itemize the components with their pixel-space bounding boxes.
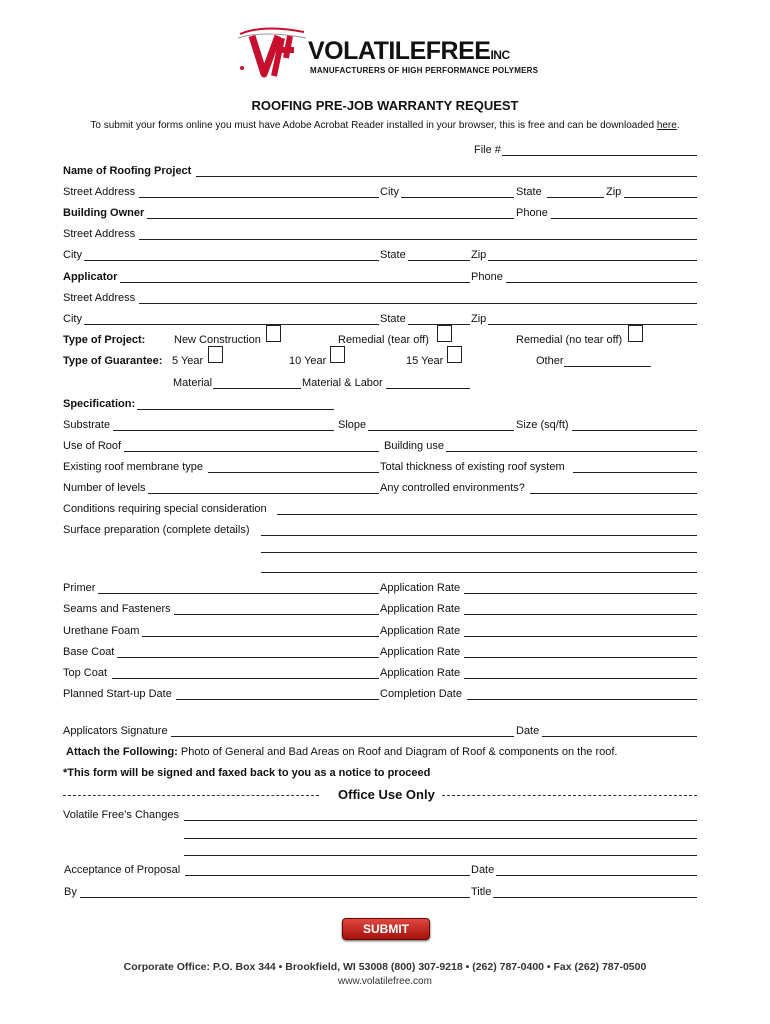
project-name-field[interactable] [196,176,697,177]
submit-button[interactable]: SUBMIT [342,918,430,940]
slope-label: Slope [338,419,367,431]
state-field-2[interactable] [408,260,470,261]
applicator-label: Applicator [63,271,118,283]
material-field[interactable] [213,388,301,389]
state-field-1[interactable] [547,197,604,198]
office-divider-left [63,795,319,796]
ten-year-checkbox[interactable] [330,346,345,363]
specification-field[interactable] [137,409,334,410]
controlled-field[interactable] [530,493,697,494]
top-coat-rate-field[interactable] [464,678,697,679]
base-coat-rate-label: Application Rate [380,646,461,658]
zip-label-3: Zip [471,313,487,325]
attach-note [66,746,618,759]
intro-text [0,120,770,131]
street-label-1: Street Address [63,186,136,198]
state-label-1: State [516,186,542,198]
top-coat-rate-label: Application Rate [380,667,461,679]
file-label: File # [474,144,501,156]
city-field-3[interactable] [84,324,379,325]
base-coat-rate-field[interactable] [464,657,697,658]
other-label: Other [536,355,564,367]
five-year-checkbox[interactable] [208,346,223,363]
street-label-2: Street Address [63,228,136,240]
logo [234,24,544,82]
material-label: Material [173,377,213,389]
signature-label: Applicators Signature [63,725,168,737]
street-field-2[interactable] [139,239,697,240]
owner-label: Building Owner [63,207,145,219]
by-field[interactable] [80,897,470,898]
logo-mark-icon [234,24,310,82]
city-label-1: City [380,186,399,198]
new-construction-label: New Construction [174,334,261,346]
building-use-field[interactable] [446,451,697,452]
membrane-type-label: Existing roof membrane type [63,461,204,473]
building-use-label: Building use [384,440,444,452]
substrate-label: Substrate [63,419,111,431]
controlled-label: Any controlled environments? [380,482,525,494]
start-date-field[interactable] [176,699,379,700]
completion-date-field[interactable] [467,699,697,700]
city-field-1[interactable] [401,197,514,198]
new-construction-checkbox[interactable] [266,325,281,342]
total-thickness-label: Total thickness of existing roof system [380,461,565,473]
street-field-3[interactable] [139,303,697,304]
footer-address: Corporate Office: P.O. Box 344 • Brookfield, WI 53008 (800) 307-9218 • (262) 787-0400 • Fax (262) 787-0500 [123,961,647,973]
office-use-heading: Office Use Only [338,787,435,802]
owner-field[interactable] [147,218,514,219]
material-labor-label: Material & Labor [302,377,383,389]
urethane-field[interactable] [142,636,379,637]
signature-field[interactable] [171,736,514,737]
project-name-label: Name of Roofing Project [63,165,192,177]
urethane-rate-label: Application Rate [380,625,461,637]
intro-end: . [676,120,680,131]
title-field[interactable] [493,897,697,898]
signature-date-label: Date [516,725,540,737]
seams-rate-field[interactable] [464,614,697,615]
state-label-2: State [380,249,406,261]
conditions-field[interactable] [277,514,697,515]
zip-label-2: Zip [471,249,487,261]
seams-field[interactable] [174,614,379,615]
surface-prep-field-2[interactable] [261,552,697,553]
phone-label-2: Phone [471,271,503,283]
slope-field[interactable] [368,430,514,431]
base-coat-label: Base Coat [63,646,115,658]
state-label-3: State [380,313,406,325]
use-of-roof-field[interactable] [124,451,379,452]
zip-field-1[interactable] [624,197,697,198]
start-date-label: Planned Start-up Date [63,688,172,700]
use-of-roof-label: Use of Roof [63,440,122,452]
urethane-label: Urethane Foam [63,625,140,637]
brand-name: VOLATILEFREE [308,37,491,65]
phone-label-1: Phone [516,207,548,219]
seams-rate-label: Application Rate [380,603,461,615]
completion-date-label: Completion Date [380,688,462,700]
city-field-2[interactable] [84,260,379,261]
zip-field-3[interactable] [488,324,697,325]
five-year-label: 5 Year [172,355,204,367]
surface-prep-field-3[interactable] [261,572,697,573]
other-field[interactable] [564,366,651,367]
size-label: Size (sq/ft) [516,419,569,431]
urethane-rate-field[interactable] [464,636,697,637]
remedial-no-tear-checkbox[interactable] [628,325,643,342]
street-label-3: Street Address [63,292,136,304]
primer-rate-field[interactable] [464,593,697,594]
changes-field-1[interactable] [184,820,697,821]
acceptance-date-field[interactable] [496,875,697,876]
changes-field-3[interactable] [184,855,697,856]
street-field-1[interactable] [139,197,379,198]
surface-prep-field-1[interactable] [261,535,697,536]
acceptance-field[interactable] [185,875,470,876]
size-field[interactable] [572,430,697,431]
levels-label: Number of levels [63,482,146,494]
fifteen-year-label: 15 Year [406,355,444,367]
attach-bold: Attach the Following: [66,746,178,758]
zip-label-1: Zip [606,186,622,198]
zip-field-2[interactable] [488,260,697,261]
levels-field[interactable] [148,493,379,494]
by-label: By [64,886,77,898]
project-type-label: Type of Project: [63,334,146,346]
remedial-no-tear-label: Remedial (no tear off) [516,334,623,346]
seams-label: Seams and Fasteners [63,603,171,615]
conditions-label: Conditions requiring special consideration [63,503,267,515]
changes-field-2[interactable] [184,838,697,839]
attach-text: Photo of General and Bad Areas on Roof and Diagram of Roof & components on the roof. [177,746,618,758]
fifteen-year-checkbox[interactable] [447,346,462,363]
city-label-3: City [63,313,82,325]
page-title: ROOFING PRE-JOB WARRANTY REQUEST [251,98,519,113]
acceptance-label: Acceptance of Proposal [64,864,181,876]
primer-label: Primer [63,582,96,594]
primer-field[interactable] [98,593,379,594]
top-coat-field[interactable] [112,678,379,679]
membrane-type-field[interactable] [208,472,379,473]
primer-rate-label: Application Rate [380,582,461,594]
phone-field-1[interactable] [551,218,697,219]
substrate-field[interactable] [113,430,334,431]
office-divider-right [442,795,697,796]
remedial-tear-checkbox[interactable] [437,325,452,342]
total-thickness-field[interactable] [573,472,697,473]
remedial-tear-label: Remedial (tear off) [338,334,429,346]
specification-label: Specification: [63,398,136,410]
download-link[interactable]: here [656,120,677,131]
footer-website[interactable]: www.volatilefree.com [338,976,432,987]
top-coat-label: Top Coat [63,667,108,679]
file-field[interactable] [502,155,697,156]
brand-tagline: MANUFACTURERS OF HIGH PERFORMANCE POLYMERS [310,66,539,75]
city-label-2: City [63,249,82,261]
surface-prep-label: Surface preparation (complete details) [63,524,250,536]
changes-label: Volatile Free’s Changes [63,809,179,821]
brand-suffix: INC [490,48,510,62]
signature-date-field[interactable] [542,736,697,737]
material-labor-field[interactable] [386,388,470,389]
base-coat-field[interactable] [117,657,379,658]
notice-text: *This form will be signed and faxed back to you as a notice to proceed [63,767,431,779]
intro-body: To submit your forms online you must have Adobe Acrobat Reader installed in your browser, this is free and can be downloaded [90,120,657,131]
guarantee-label: Type of Guarantee: [63,355,163,367]
acceptance-date-label: Date [471,864,495,876]
ten-year-label: 10 Year [289,355,327,367]
applicator-field[interactable] [120,282,470,283]
phone-field-2[interactable] [506,282,697,283]
title-label: Title [471,886,492,898]
